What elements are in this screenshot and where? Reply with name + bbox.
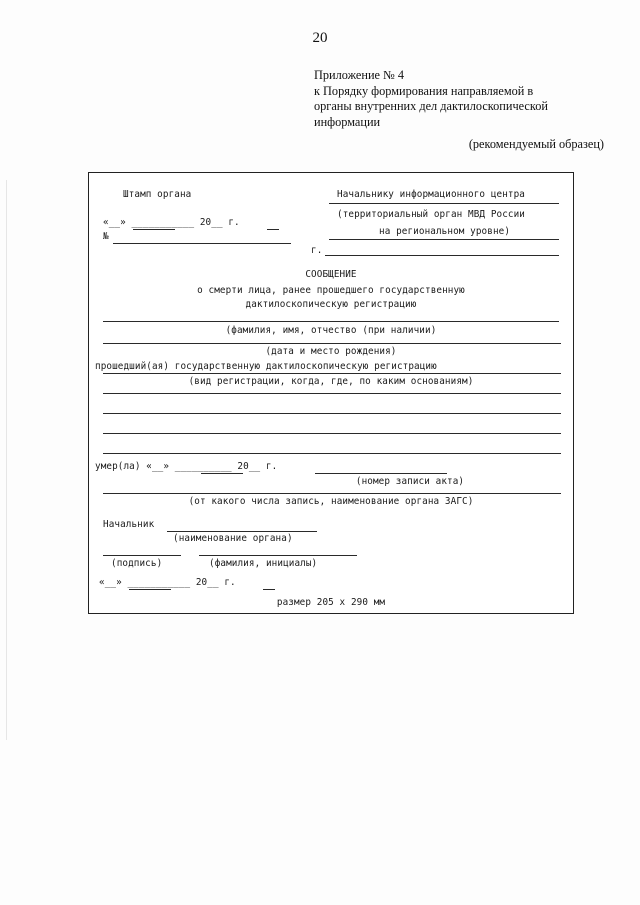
addressee-line-3: на региональном уровне) <box>379 226 511 237</box>
died-day-rule <box>201 473 243 474</box>
caption-birth: (дата и место рождения) <box>265 346 397 357</box>
form-subtitle-line-2: дактилоскопическую регистрацию <box>245 299 417 310</box>
date-year-rule <box>267 229 279 230</box>
caption-fio: (фамилия, имя, отчество (при наличии) <box>225 325 437 336</box>
regtype-rule-5 <box>103 453 561 454</box>
addressee-rule-2 <box>329 239 559 240</box>
addressee-line-2: (территориальный орган МВД России <box>337 209 526 220</box>
caption-signature: (подпись) <box>111 558 163 569</box>
bottom-date-year-rule <box>263 589 275 590</box>
appendix-header-line-4: информации <box>314 114 381 129</box>
bottom-date-line: «__» ___________ 20__ г. <box>99 577 236 588</box>
form-subtitle-line-1: о смерти лица, ранее прошедшего государственную <box>197 285 465 296</box>
city-rule <box>325 255 559 256</box>
birth-rule <box>103 343 561 344</box>
regtype-rule-4 <box>103 433 561 434</box>
appendix-header <box>314 68 604 130</box>
appendix-header-line-1: Приложение № 4 <box>314 68 405 82</box>
caption-zags: (от какого числа запись, наименование органа ЗАГС) <box>188 496 474 507</box>
page-number: 20 <box>312 30 328 46</box>
number-rule <box>113 243 291 244</box>
caption-regtype: (вид регистрации, когда, где, по каким основаниям) <box>188 376 474 387</box>
stamp-label: Штамп органа <box>123 189 192 200</box>
orgname-rule <box>167 531 317 532</box>
appendix-header-line-2: к Порядку формирования направляемой в <box>314 83 534 98</box>
chief-label: Начальник <box>103 519 155 530</box>
caption-actnumber: (номер записи акта) <box>355 476 465 487</box>
initials-rule <box>199 555 357 556</box>
form-title: СООБЩЕНИЕ <box>305 269 357 280</box>
date-day-rule <box>133 229 175 230</box>
act-number-rule <box>315 473 447 474</box>
form-template-box <box>88 172 574 614</box>
signature-rule <box>103 555 181 556</box>
addressee-rule-1 <box>329 203 559 204</box>
zags-rule <box>103 493 561 494</box>
caption-orgname: (наименование органа) <box>173 533 293 544</box>
form-date-line: «__» ___________ 20__ г. <box>103 217 240 228</box>
fio-rule <box>103 321 559 322</box>
appendix-header-line-3: органы внутренних дел дактилоскопической <box>314 99 548 113</box>
bottom-date-day-rule <box>129 589 171 590</box>
scan-edge-artifact <box>6 180 7 740</box>
passed-registration-line: прошедший(ая) государственную дактилоскопическую регистрацию <box>95 361 437 372</box>
caption-initials: (фамилия, инициалы) <box>209 558 318 569</box>
recommended-sample-note: (рекомендуемый образец) <box>468 137 604 151</box>
city-label: г. <box>311 245 323 256</box>
died-line: умер(ла) «__» __________ 20__ г. <box>95 461 278 472</box>
regtype-rule-1 <box>103 373 561 374</box>
size-note: размер 205 х 290 мм <box>276 597 386 608</box>
regtype-rule-2 <box>103 393 561 394</box>
regtype-rule-3 <box>103 413 561 414</box>
addressee-line-1: Начальнику информационного центра <box>337 189 526 200</box>
number-label: № <box>103 231 109 242</box>
